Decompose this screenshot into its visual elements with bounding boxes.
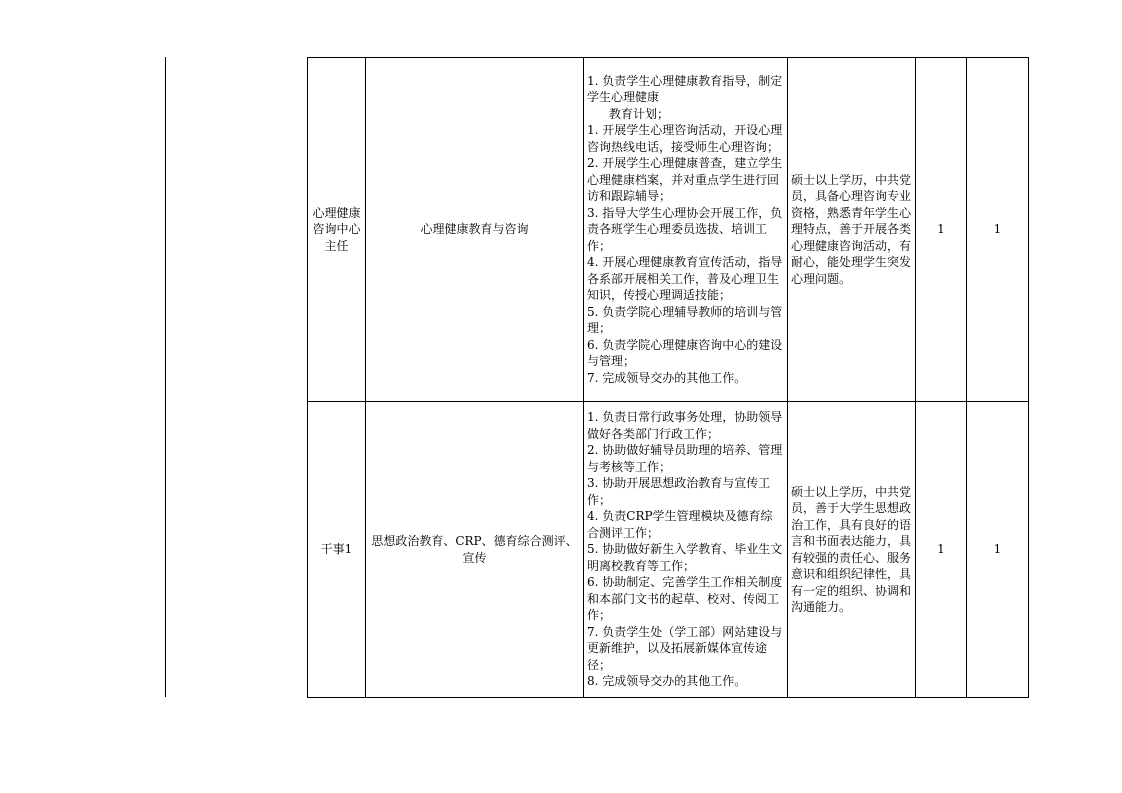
duties-cell — [584, 402, 788, 698]
duty-item: 1. 负责学生心理健康教育指导，制定学生心理健康 — [587, 73, 783, 105]
position-title: 干事1 — [308, 402, 366, 698]
duty-item: 3. 协助开展思想政治教育与宣传工作； — [587, 476, 771, 507]
position-title: 心理健康咨询中心主任 — [308, 58, 366, 402]
job-table — [307, 57, 1029, 698]
requirements-cell: 硕士以上学历，中共党员，善于大学生思想政治工作，具有良好的语言和书面表达能力，具有较强的责任心、服务意识和组织纪律性，具有一定的组织、协调和沟通能力。 — [788, 402, 916, 698]
duty-item: 1. 开展学生心理咨询活动，开设心理咨询热线电话，接受师生心理咨询； — [587, 123, 783, 154]
duty-item: 6. 协助制定、完善学生工作相关制度和本部门文书的起草、校对、传阅工作； — [587, 575, 783, 623]
count-cell: 1 — [967, 58, 1029, 402]
duty-item: 3. 指导大学生心理协会开展工作，负责各班学生心理委员选拔、培训工作； — [587, 205, 783, 253]
duty-item: 7. 负责学生处（学工部）网站建设与更新维护，以及拓展新媒体宣传途径； — [587, 624, 783, 672]
duty-item: 6. 负责学院心理健康咨询中心的建设与管理； — [587, 337, 783, 369]
duties-cell — [584, 58, 788, 402]
work-area: 心理健康教育与咨询 — [366, 58, 584, 402]
table-row — [308, 402, 1029, 698]
count-cell: 1 — [967, 402, 1029, 698]
requirements-cell: 硕士以上学历，中共党员，具备心理咨询专业资格，熟悉青年学生心理特点，善于开展各类心理健康咨询活动，有耐心，能处理学生突发心理问题。 — [788, 58, 916, 402]
count-cell: 1 — [916, 402, 967, 698]
duty-item: 2. 协助做好辅导员助理的培养、管理与考核等工作； — [587, 443, 783, 474]
duty-item: 7. 完成领导交办的其他工作。 — [587, 370, 747, 385]
work-area: 思想政治教育、CRP、德育综合测评、宣传 — [366, 402, 584, 698]
count-cell: 1 — [916, 58, 967, 402]
table-row — [308, 58, 1029, 402]
duty-item: 8. 完成领导交办的其他工作。 — [587, 674, 747, 689]
duty-item: 1. 负责日常行政事务处理，协助领导做好各类部门行政工作； — [587, 410, 783, 441]
duty-item: 5. 负责学院心理辅导教师的培训与管理； — [587, 304, 783, 336]
page-margin-rule — [165, 57, 166, 697]
duty-item: 4. 负责CRP学生管理模块及德育综合测评工作； — [587, 509, 773, 540]
duty-item: 4. 开展心理健康教育宣传活动，指导各系部开展相关工作，普及心理卫生知识，传授心理调适技能； — [587, 255, 783, 303]
duty-item: 教育计划； — [609, 106, 670, 121]
duty-item: 2. 开展学生心理健康普查，建立学生心理健康档案，并对重点学生进行回访和跟踪辅导； — [587, 156, 783, 204]
duty-item: 5. 协助做好新生入学教育、毕业生文明离校教育等工作； — [587, 542, 783, 573]
